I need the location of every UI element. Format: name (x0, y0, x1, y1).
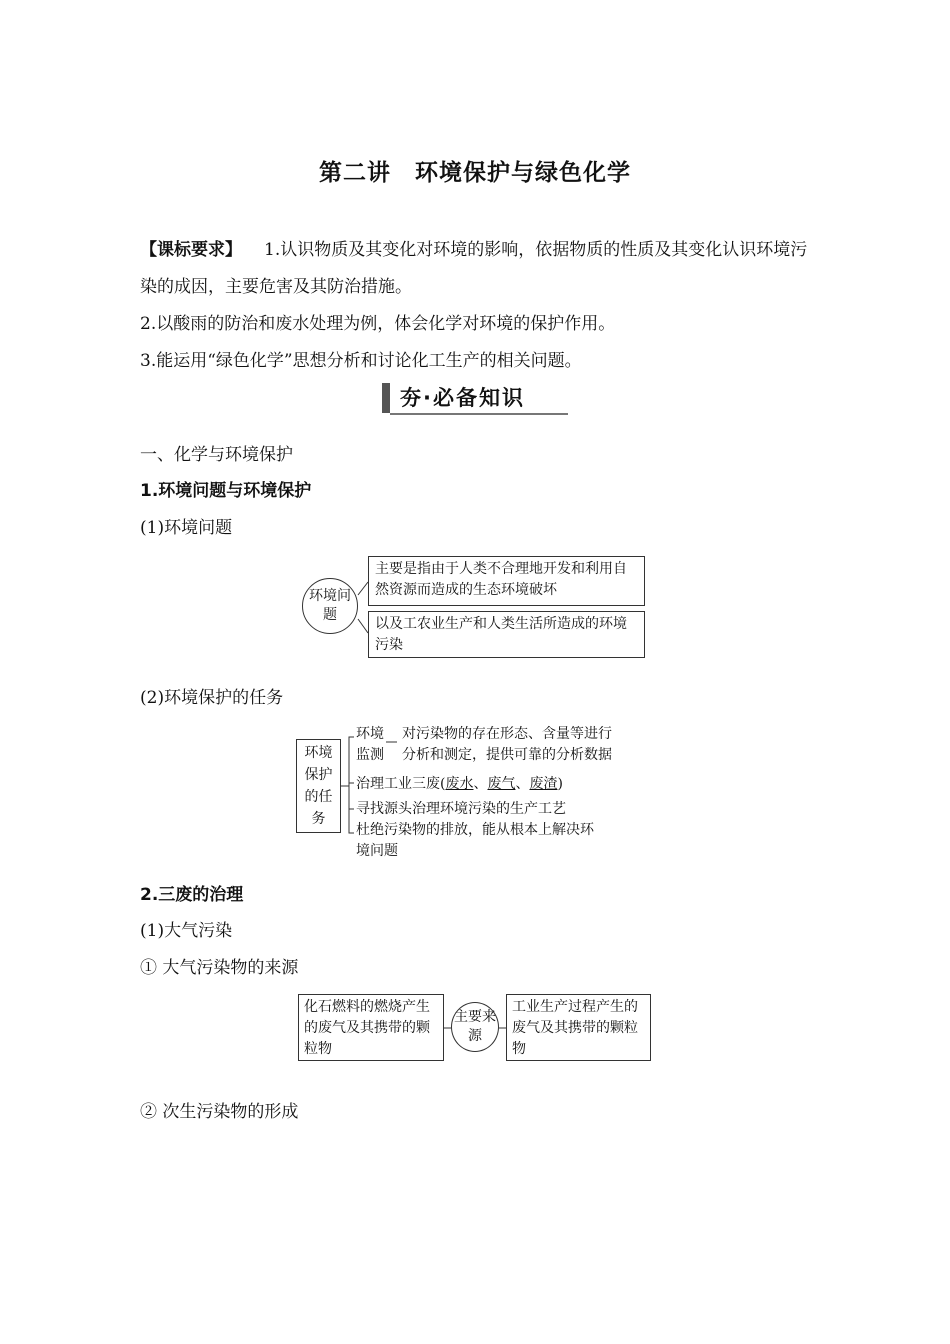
section1-sub1-2: (2)环境保护的任务 (140, 688, 284, 708)
banner-underline (390, 413, 568, 415)
diagram2-source-line-1: 寻找源头治理环境污染的生产工艺 (356, 801, 566, 817)
section2-heading: 2.三废的治理 (140, 885, 244, 905)
requirement-3: 3.能运用“绿色化学”思想分析和讨论化工生产的相关问题。 (140, 351, 582, 371)
treat-suffix: ) (557, 776, 563, 792)
waste-gas: 废气 (487, 776, 516, 792)
requirement-2: 2.以酸雨的防治和废水处理为例，体会化学对环境的保护作用。 (140, 314, 616, 334)
section2-item2: ② 次生污染物的形成 (140, 1102, 299, 1122)
diagram2-monitor-text-2: 分析和测定，提供可靠的分析数据 (402, 747, 612, 763)
treat-sep-1: 、 (473, 776, 488, 792)
diagram1-center-circle: 环境问题 (302, 578, 358, 634)
treat-prefix: 治理工业三废( (356, 776, 446, 792)
treat-sep-2: 、 (515, 776, 530, 792)
waste-water: 废水 (445, 776, 474, 792)
diagram3-left-box: 化石燃料的燃烧产生的废气及其携带的颗粒物 (298, 994, 444, 1061)
section1-sub1: 1.环境问题与环境保护 (140, 481, 312, 501)
requirements-label: 【课标要求】 (140, 240, 242, 260)
environment-protection-tasks-diagram (296, 723, 666, 865)
diagram2-left-box: 环境保护的任务 (296, 739, 341, 833)
section1-sub1-1: (1)环境问题 (140, 518, 233, 538)
banner-text: 夯·必备知识 (400, 386, 525, 410)
diagram2-source-line-2: 杜绝污染物的排放，能从根本上解决环 (356, 822, 594, 838)
air-pollution-sources-diagram (297, 993, 657, 1065)
diagram2-source-line-3: 境问题 (356, 843, 398, 859)
banner-bar (382, 383, 390, 413)
diagram1-box-2: 以及工农业生产和人类生活所造成的环境污染 (368, 611, 645, 658)
requirement-1-text: 1.认识物质及其变化对环境的影响，依据物质的性质及其变化认识环境污染的成因，主要危害及其防治措施。 (140, 240, 808, 297)
curriculum-requirements (140, 232, 812, 380)
diagram2-treat-line (356, 774, 563, 795)
diagram2-monitor-label: 环境监测 (356, 726, 384, 763)
section2-item1: ① 大气污染物的来源 (140, 958, 299, 978)
requirement-1 (140, 232, 812, 306)
section2-sub1: (1)大气污染 (140, 921, 233, 941)
waste-residue: 废渣 (529, 776, 558, 792)
environment-problem-diagram (300, 555, 650, 665)
section1-heading: 一、化学与环境保护 (140, 445, 293, 465)
diagram3-center-circle: 主要来源 (451, 1002, 499, 1052)
diagram1-box-1: 主要是指由于人类不合理地开发和利用自然资源而造成的生态环境破坏 (368, 556, 645, 606)
diagram3-right-box: 工业生产过程产生的废气及其携带的颗粒物 (506, 994, 651, 1061)
section-banner (382, 383, 568, 413)
diagram2-monitor-text-1: 对污染物的存在形态、含量等进行 (402, 726, 612, 742)
page-title: 第二讲 环境保护与绿色化学 (319, 160, 631, 186)
